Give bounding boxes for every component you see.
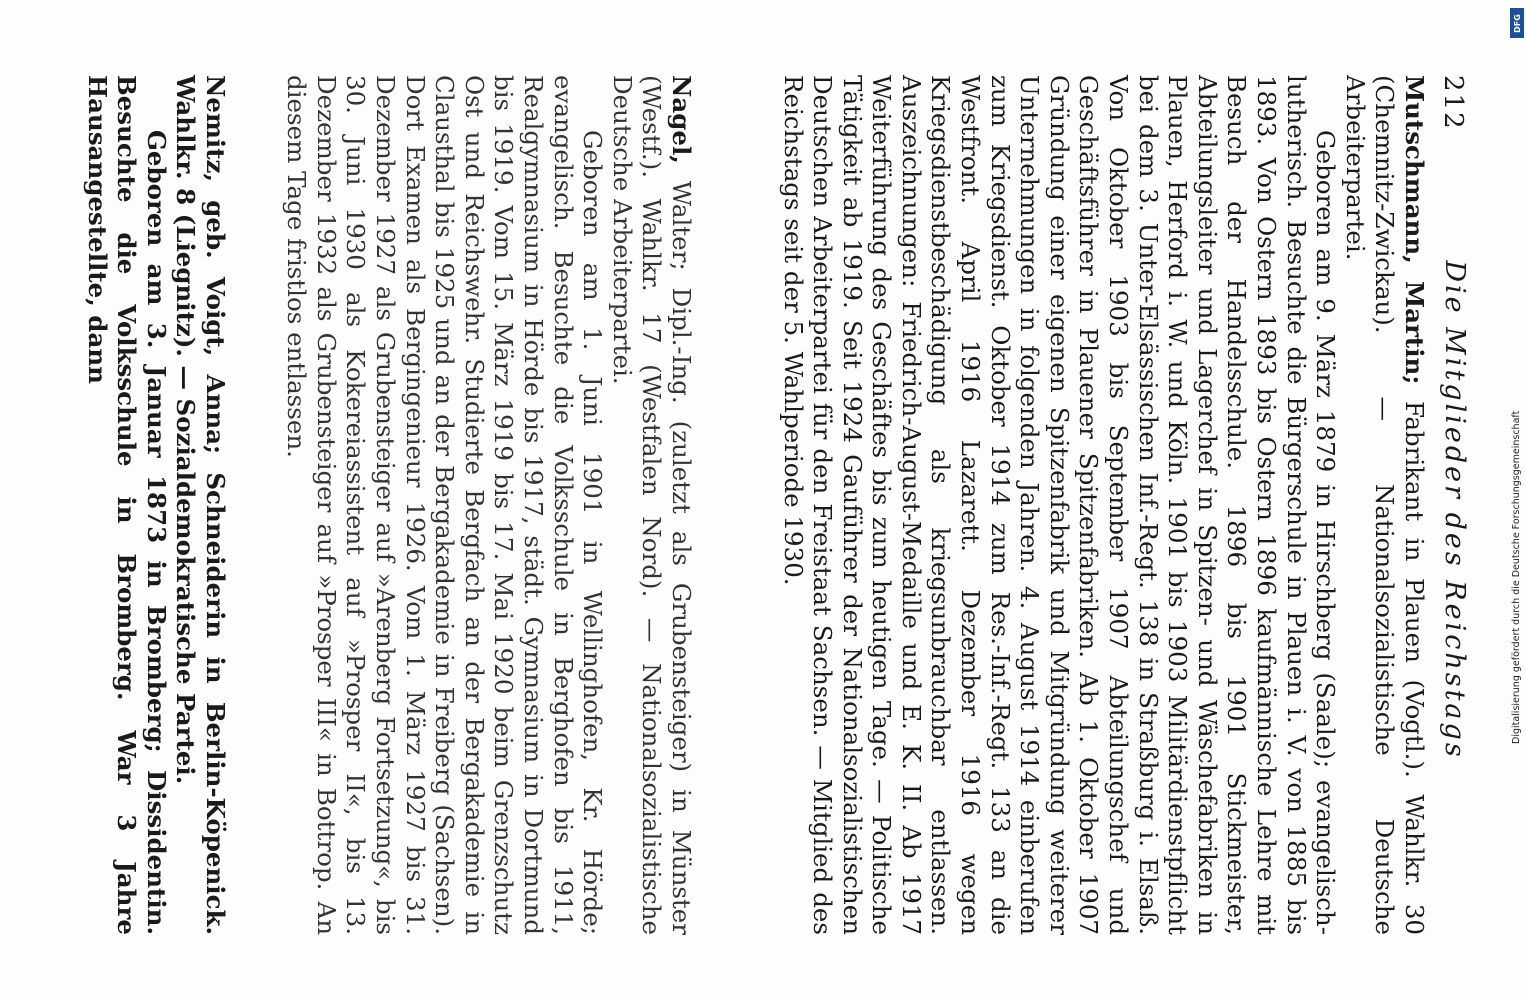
biography-entry-nagel xyxy=(282,75,696,935)
entry-affiliation: geb. Voigt, Anna; Schneiderin in Berlin-Köpenick. Wahlkr. 8 (Liegnitz). — Sozialdemokratische Partei. xyxy=(171,75,230,935)
running-title: Die Mitglieder des Reichstags xyxy=(1439,260,1470,760)
entry-name: Nagel, xyxy=(667,75,696,164)
biography-entry-nemitz xyxy=(82,75,230,935)
entry-body: Geboren am 3. Januar 1873 in Bromberg; Dissidentin. Besuchte die Volksschule in Bromberg. War 3 Jahre Hausangestellte, dann xyxy=(82,75,171,935)
page-number: 212 xyxy=(1438,75,1468,131)
entry-name: Nemitz, xyxy=(201,75,230,182)
entry-affiliation: Walter; Dipl.-Ing. (zuletzt als Grubensteiger) in Münster (Westf.). Wahlkr. 17 (Westfalen Nord). — Nationalsozialistische Deutsche Arbeiterpartei. xyxy=(607,75,696,935)
entry-body: Geboren am 1. Juni 1901 in Wellinghofen, Kr. Hörde; evangelisch. Besuchte die Volksschule in Berghofen bis 1911, Realgymnasium in Hörde bis 1917, städt. Gymnasium in Dortmund bis 1919. Vom 15. März 1919 bis 17. Mai 1920 beim Grenzschutz Ost und Reichswehr. Studierte Bergfach an der Bergakademie in Clausthal bis 1925 und an der Bergakademie in Freiberg (Sachsen). Dort Examen als Bergingenieur 1926. Vom 1. März 1927 bis 31. Dezember 1927 als Grubensteiger auf »Arenberg Fortsetzung«, bis 30. Juni 1930 als Kokereiassistent auf »Prosper II«, bis 13. Dezember 1932 als Grubensteiger auf »Prosper III« in Bottrop. An diesem Tage fristlos entlassen. xyxy=(282,75,608,935)
dfg-logo: DFG xyxy=(1510,8,1524,38)
entry-intro xyxy=(607,75,696,935)
entry-intro xyxy=(171,75,230,935)
page-header xyxy=(1430,75,1470,945)
entry-name: Mutschmann, Martin; xyxy=(1400,75,1429,385)
digitization-notice-area xyxy=(1508,44,1526,744)
entry-affiliation: Fabrikant in Plauen (Vogtl.). Wahlkr. 30 (Chemnitz-Zwickau). — Nationalsozialistische Deutsche Arbeiterpartei. xyxy=(1340,75,1429,936)
entry-intro xyxy=(1340,75,1429,935)
biography-entry-mutschmann xyxy=(778,75,1429,935)
digitization-notice: Digitalisierung gefördert durch die Deutsche Forschungsgemeinschaft xyxy=(1511,410,1522,744)
entry-body: Geboren am 9. März 1879 in Hirschberg (Saale); evangelisch-lutherisch. Besuchte die Bürgerschule in Plauen i. V. von 1885 bis 1893. Von Ostern 1893 bis Ostern 1896 kaufmännische Lehre mit Besuch der Handelsschule. 1896 bis 1901 Stickmeister, Abteilungsleiter und Lagerchef in Spitzen- und Wäschefabriken in Plauen, Herford i. W. und Köln. 1901 bis 1903 Militärdienstpflicht bei dem 3. Unter-Elsässischen Inf.-Regt. 138 in Straßburg i. Elsaß. Von Oktober 1903 bis September 1907 Abteilungschef und Geschäftsführer in Plauener Spitzenfabriken. Ab 1. Oktober 1907 Gründung einer eigenen Spitzenfabrik und Mitgründung weiterer Unternehmungen in folgenden Jahren. 4. August 1914 einberufen zum Kriegsdienst. Oktober 1914 zum Res.-Inf.-Regt. 133 an die Westfront. April 1916 Lazarett. Dezember 1916 wegen Kriegsdienstbeschädigung als kriegsunbrauchbar entlassen. Auszeichnungen: Friedrich-August-Medaille und E. K. II. Ab 1917 Weiterführung des Geschäftes bis zum heutigen Tage. — Politische Tätigkeit ab 1919. Seit 1924 Gauführer der Nationalsozialistischen Deutschen Arbeiterpartei für den Freistaat Sachsen. — Mitglied des Reichstags seit der 5. Wahlperiode 1930. xyxy=(778,75,1341,935)
